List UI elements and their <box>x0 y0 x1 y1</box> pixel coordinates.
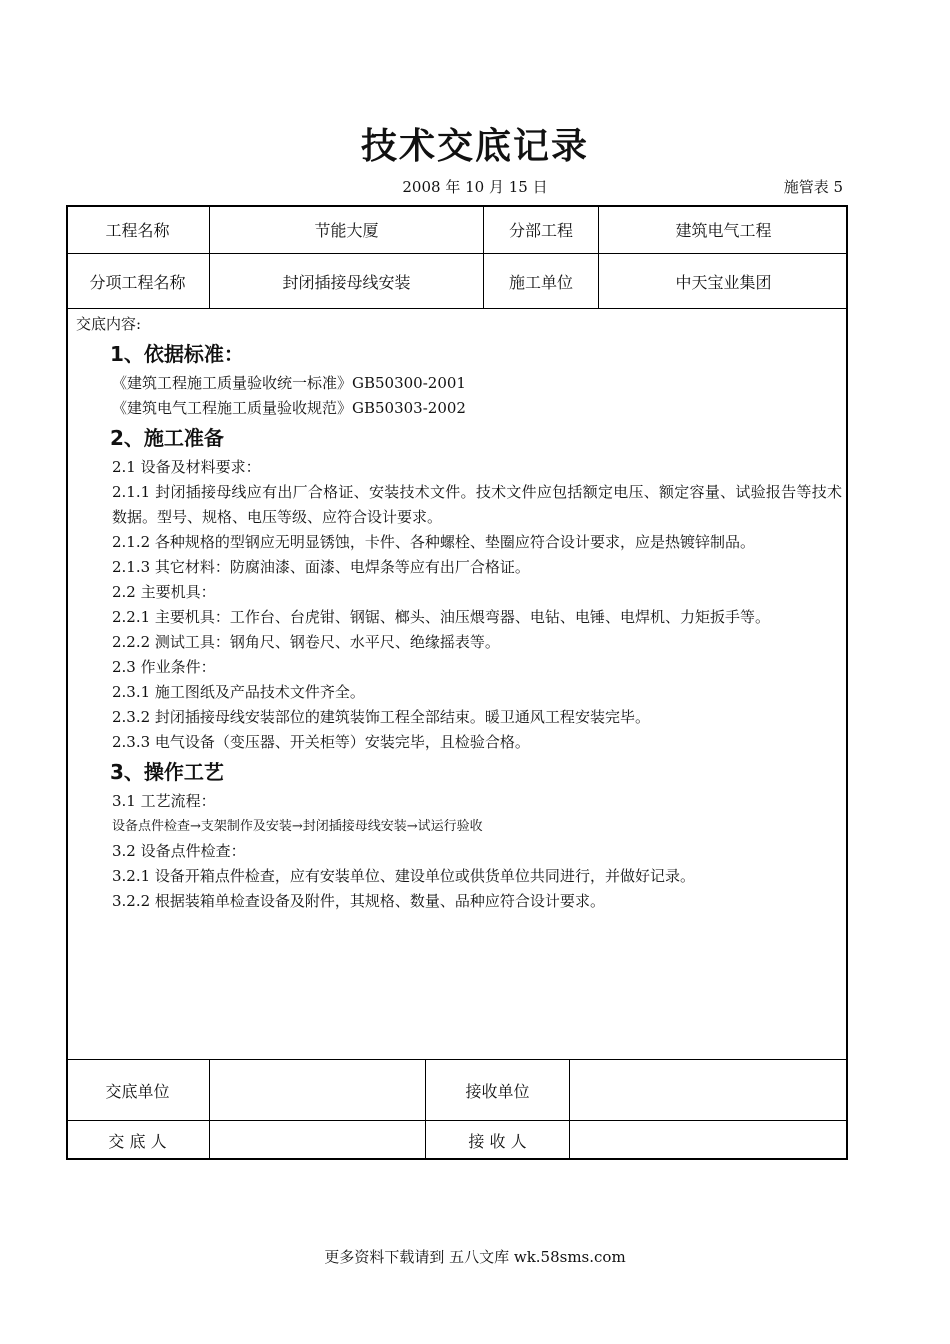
paragraph: 2.3.2 封闭插接母线安装部位的建筑装饰工程全部结束。暖卫通风工程安装完毕。 <box>112 708 650 726</box>
paragraph: 3.2.1 设备开箱点件检查，应有安装单位、建设单位或供货单位共同进行，并做好记录。 <box>112 867 695 885</box>
paragraph: 2.2 主要机具： <box>112 583 216 601</box>
paragraph: 2.1.1 封闭插接母线应有出厂合格证、安装技术文件。技术文件应包括额定电压、额定容量、试验报告等技术数据。型号、规格、电压等级、应符合设计要求。 <box>112 483 842 526</box>
division-value: 建筑电气工程 <box>675 220 772 240</box>
paragraph: 2.1.2 各种规格的型钢应无明显锈蚀，卡件、各种螺栓、垫圈应符合设计要求，应是热镀锌制品。 <box>112 533 755 551</box>
receive-person-label: 接 收 人 <box>468 1132 527 1151</box>
document-date: 2008 年 10 月 15 日 <box>402 178 548 196</box>
paragraph: 2.1 设备及材料要求： <box>112 458 261 476</box>
disclosure-content <box>76 312 842 914</box>
process-flow: 设备点件检查→支架制作及安装→封闭插接母线安装→试运行验收 <box>112 819 483 834</box>
division-label: 分部工程 <box>508 220 573 240</box>
deliver-unit-field[interactable] <box>210 1060 425 1120</box>
paragraph: 2.1.3 其它材料：防腐油漆、面漆、电焊条等应有出厂合格证。 <box>112 558 530 576</box>
contractor-label: 施工单位 <box>508 272 573 292</box>
paragraph: 2.2.1 主要机具：工作台、台虎钳、钢锯、榔头、油压煨弯器、电钻、电锤、电焊机、力矩扳手等。 <box>112 608 770 626</box>
table-divider <box>66 308 848 309</box>
standard-line: 《建筑工程施工质量验收统一标准》GB50300-2001 <box>112 374 466 392</box>
subitem-label: 分项工程名称 <box>89 272 186 292</box>
content-label: 交底内容: <box>76 315 142 333</box>
deliver-unit-label: 交底单位 <box>105 1081 170 1101</box>
section-3-heading: 3、操作工艺 <box>110 760 224 784</box>
paragraph: 2.3.1 施工图纸及产品技术文件齐全。 <box>112 683 365 701</box>
footer-link[interactable]: 更多资料下载请到 五八文库 wk.58sms.com <box>324 1248 626 1266</box>
paragraph: 3.2.2 根据装箱单检查设备及附件，其规格、数量、品种应符合设计要求。 <box>112 892 605 910</box>
section-2-heading: 2、施工准备 <box>110 426 224 450</box>
paragraph: 2.3 作业条件： <box>112 658 216 676</box>
deliver-person-label: 交 底 人 <box>108 1132 167 1151</box>
standard-line: 《建筑电气工程施工质量验收规范》GB50303-2002 <box>112 399 466 417</box>
receive-person-field[interactable] <box>570 1121 848 1160</box>
contractor-value: 中天宝业集团 <box>675 272 772 292</box>
paragraph: 3.1 工艺流程： <box>112 792 216 810</box>
subitem-value: 封闭插接母线安装 <box>282 272 411 292</box>
section-1-heading: 1、依据标准： <box>110 342 244 366</box>
deliver-person-field[interactable] <box>210 1121 425 1160</box>
receive-unit-label: 接收单位 <box>465 1081 530 1101</box>
paragraph: 2.2.2 测试工具：钢角尺、钢卷尺、水平尺、绝缘摇表等。 <box>112 633 500 651</box>
paragraph: 3.2 设备点件检查： <box>112 842 246 860</box>
project-name-label: 工程名称 <box>105 220 170 240</box>
receive-unit-field[interactable] <box>570 1060 848 1120</box>
form-number: 施管表 5 <box>783 178 843 196</box>
document-title: 技术交底记录 <box>360 126 589 167</box>
project-name-value: 节能大厦 <box>314 220 379 240</box>
paragraph: 2.3.3 电气设备（变压器、开关柜等）安装完毕，且检验合格。 <box>112 733 530 751</box>
